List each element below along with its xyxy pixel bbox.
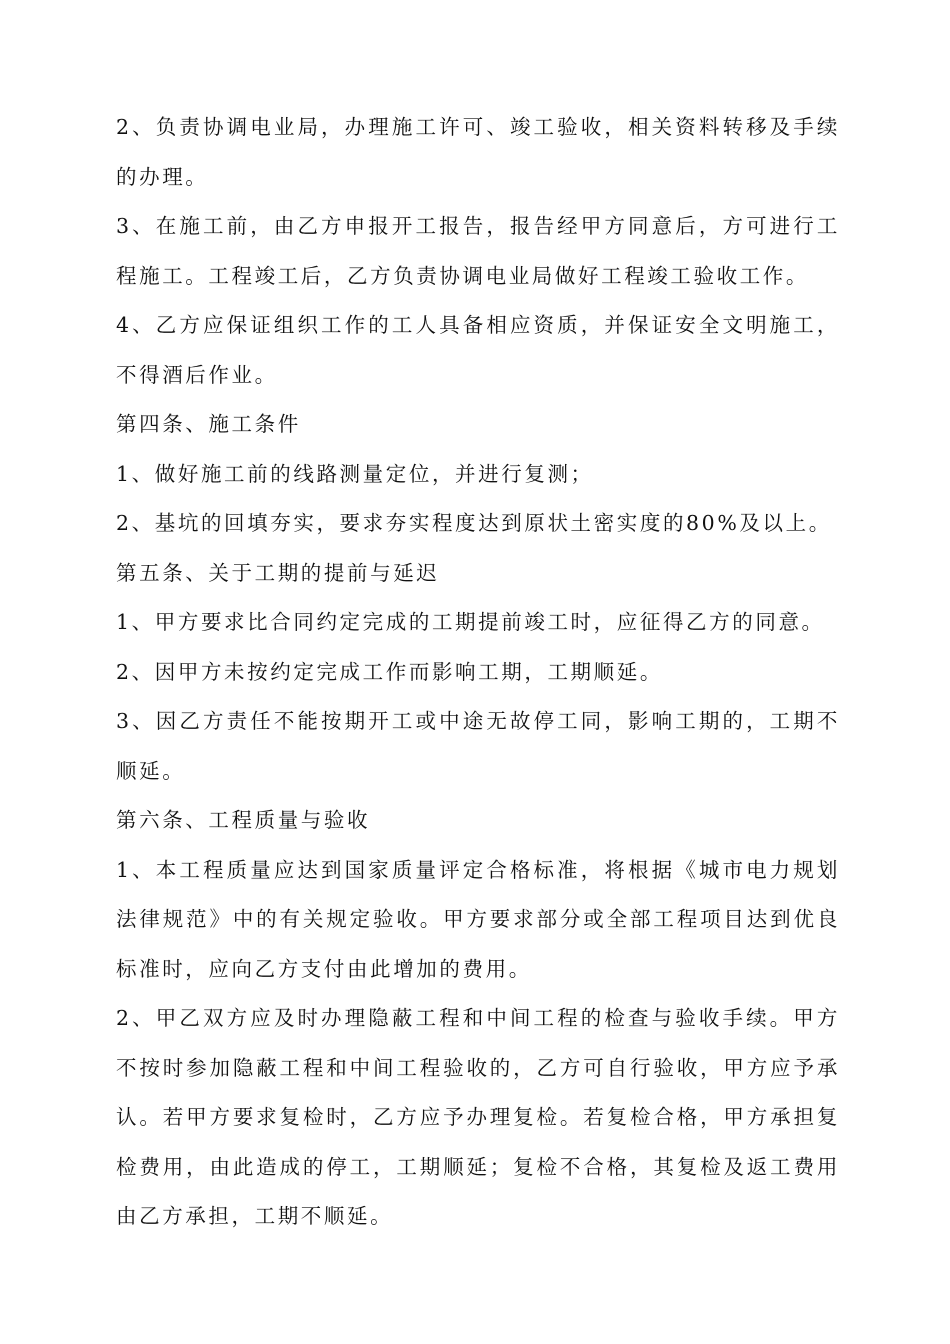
article-6-item-1: 1、本工程质量应达到国家质量评定合格标准，将根据《城市电力规划法律规范》中的有关规定验收。甲方要求部分或全部工程项目达到优良标准时，应向乙方支付由此增加的费用。: [116, 857, 840, 981]
article-4-item-1: 1、做好施工前的线路测量定位，并进行复测；: [116, 461, 594, 486]
clause-4-worker-qualification: 4、乙方应保证组织工作的工人具备相应资质，并保证安全文明施工，不得酒后作业。: [116, 313, 840, 387]
article-6-item-2: 2、甲乙双方应及时办理隐蔽工程和中间工程的检查与验收手续。甲方不按时参加隐蔽工程和中间工程验收的，乙方可自行验收，甲方应予承认。若甲方要求复检时，乙方应予办理复检。若复检合格，甲方承担复检费用，由此造成的停工，工期顺延；复检不合格，其复检及返工费用由乙方承担，工期不顺延。: [116, 1006, 840, 1228]
document-body: [116, 103, 840, 1242]
clause-3-construction-report: 3、在施工前，由乙方申报开工报告，报告经甲方同意后，方可进行工程施工。工程竣工后，乙方负责协调电业局做好工程竣工验收工作。: [116, 214, 840, 288]
article-4-heading: 第四条、施工条件: [116, 412, 301, 436]
article-5-heading: 第五条、关于工期的提前与延迟: [116, 560, 440, 585]
clause-2-coordination: 2、负责协调电业局，办理施工许可、竣工验收，相关资料转移及手续的办理。: [116, 115, 840, 189]
article-6-heading: 第六条、工程质量与验收: [116, 808, 371, 832]
article-5-item-1: 1、甲方要求比合同约定完成的工期提前竣工时，应征得乙方的同意。: [116, 610, 825, 634]
article-4-item-2: 2、基坑的回填夯实，要求夯实程度达到原状土密实度的80%及以上。: [116, 511, 832, 535]
article-5-item-3: 3、因乙方责任不能按期开工或中途无故停工同，影响工期的，工期不顺延。: [116, 709, 840, 783]
article-5-item-2: 2、因甲方未按约定完成工作而影响工期，工期顺延。: [116, 659, 663, 684]
